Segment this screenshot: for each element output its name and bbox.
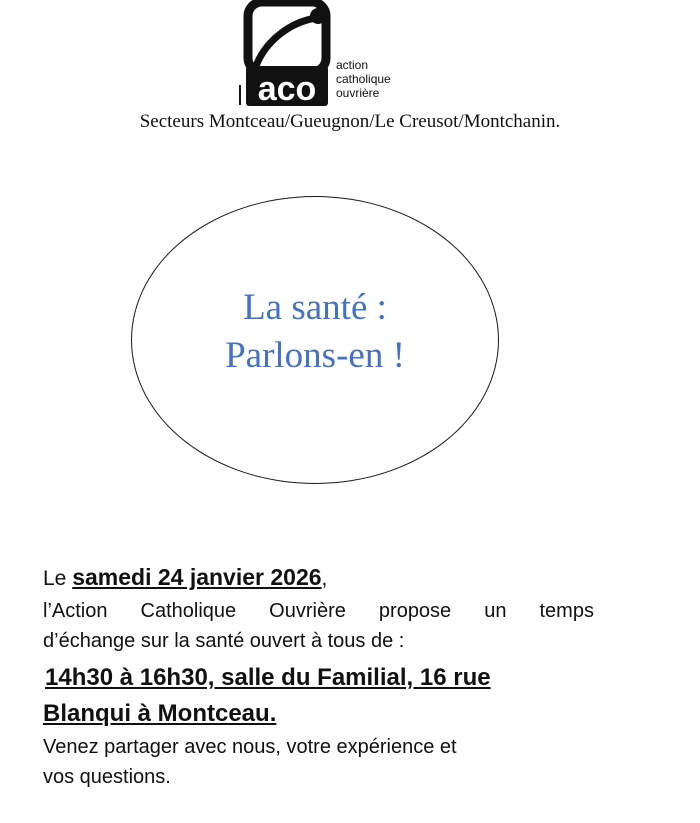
organizer-word: propose	[378, 600, 452, 622]
date-comma: ,	[321, 567, 328, 590]
logo-word-ouvriere: ouvrière	[336, 86, 380, 100]
date-prefix: Le	[43, 567, 73, 590]
logo-word-action: action	[336, 58, 369, 72]
title-circle	[131, 196, 499, 484]
event-description	[43, 560, 603, 792]
organizer-word: temps	[539, 600, 594, 622]
organizer-word: Ouvrière	[269, 600, 346, 622]
title-text	[132, 284, 498, 380]
organizer-word: l’Action	[43, 600, 108, 622]
time-place-line-2: Blanqui à Montceau.	[43, 700, 277, 727]
aco-logo	[236, 0, 416, 108]
invitation-line-1: Venez partager avec nous, votre expérience et	[43, 736, 457, 758]
organizer-word: un	[484, 600, 507, 622]
logo-words	[336, 58, 391, 100]
event-date: samedi 24 janvier 2026	[72, 564, 322, 590]
title-line-1: La santé :	[243, 287, 387, 328]
title-line-2: Parlons-en !	[225, 335, 405, 376]
sectors-heading: Secteurs Montceau/Gueugnon/Le Creusot/Montchanin.	[139, 111, 561, 132]
organizer-line	[43, 596, 594, 626]
invitation-line-2: vos questions.	[43, 766, 171, 788]
logo-abbr: aco	[257, 70, 317, 108]
exchange-line: d’échange sur la santé ouvert à tous de :	[43, 630, 405, 652]
logo-word-catholique: catholique	[336, 72, 391, 86]
time-place-line-1: 14h30 à 16h30, salle du Familial, 16 rue	[45, 664, 491, 691]
date-line	[43, 560, 603, 596]
organizer-word: Catholique	[140, 600, 237, 622]
